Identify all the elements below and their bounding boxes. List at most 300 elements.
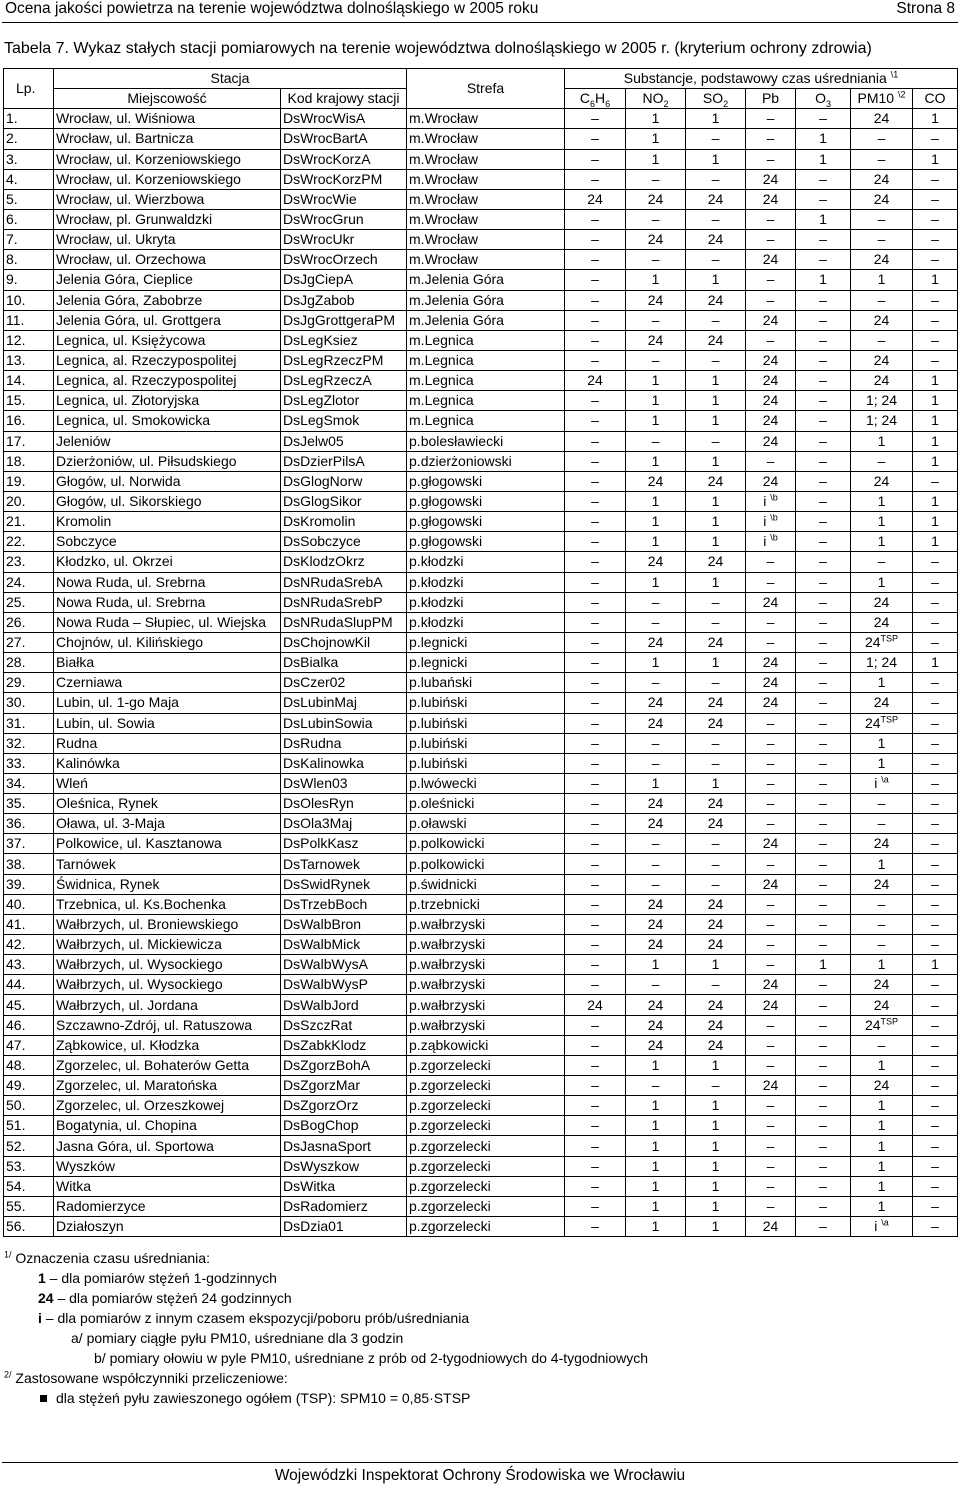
cell-pb: – <box>746 1196 796 1216</box>
cell-lp: 25. <box>4 592 54 612</box>
cell-lp: 38. <box>4 854 54 874</box>
cell-c6h6: – <box>565 612 626 632</box>
cell-o3: – <box>796 773 851 793</box>
cell-pb: – <box>746 794 796 814</box>
table-row <box>4 371 958 391</box>
cell-co: – <box>913 995 958 1015</box>
cell-lp: 37. <box>4 834 54 854</box>
cell-co: 1 <box>913 512 958 532</box>
cell-no2: 1 <box>626 371 686 391</box>
cell-no2: – <box>626 350 686 370</box>
cell-c6h6: – <box>565 431 626 451</box>
cell-kod: DsNRudaSlupPM <box>281 612 407 632</box>
cell-kod: DsLegSmok <box>281 411 407 431</box>
cell-so2: – <box>686 129 746 149</box>
cell-pm10: 24 <box>851 471 913 491</box>
cell-lp: 15. <box>4 391 54 411</box>
cell-c6h6: – <box>565 592 626 612</box>
cell-strefa: m.Wrocław <box>407 250 565 270</box>
cell-kod: DsSobczyce <box>281 532 407 552</box>
cell-strefa: m.Legnica <box>407 391 565 411</box>
cell-pb: i $^{\backslash b}$ <box>746 512 796 532</box>
cell-co: 1 <box>913 270 958 290</box>
table-row <box>4 733 958 753</box>
cell-strefa: m.Wrocław <box>407 109 565 129</box>
cell-pb: – <box>746 552 796 572</box>
cell-c6h6: – <box>565 914 626 934</box>
cell-so2: 24 <box>686 632 746 652</box>
cell-kod: DsSzczRat <box>281 1015 407 1035</box>
cell-pb: 24 <box>746 431 796 451</box>
cell-co: – <box>913 189 958 209</box>
cell-miejscowosc: Wrocław, ul. Ukryta <box>54 230 281 250</box>
cell-lp: 12. <box>4 330 54 350</box>
cell-c6h6: – <box>565 209 626 229</box>
cell-lp: 35. <box>4 794 54 814</box>
cell-kod: DsKlodzOkrz <box>281 552 407 572</box>
cell-co: 1 <box>913 491 958 511</box>
cell-miejscowosc: Lubin, ul. Sowia <box>54 713 281 733</box>
cell-strefa: m.Jelenia Góra <box>407 310 565 330</box>
cell-so2: 1 <box>686 1096 746 1116</box>
cell-so2: 1 <box>686 1176 746 1196</box>
cell-co: – <box>913 209 958 229</box>
header-miejscowosc: Miejscowość <box>54 89 281 109</box>
cell-strefa: m.Legnica <box>407 371 565 391</box>
header-pm10: PM10 $^{\backslash 2}$ <box>851 89 913 109</box>
table-row <box>4 975 958 995</box>
cell-pm10: 1 <box>851 491 913 511</box>
cell-co: – <box>913 612 958 632</box>
cell-kod: DsWrocWisA <box>281 109 407 129</box>
table-row <box>4 189 958 209</box>
cell-no2: 1 <box>626 109 686 129</box>
cell-kod: DsDzierPilsA <box>281 451 407 471</box>
cell-kod: DsLegZlotor <box>281 391 407 411</box>
header-stacja: Stacja <box>54 69 407 89</box>
cell-no2: – <box>626 854 686 874</box>
cell-no2: – <box>626 209 686 229</box>
cell-no2: 1 <box>626 653 686 673</box>
cell-c6h6: 24 <box>565 371 626 391</box>
cell-c6h6: – <box>565 854 626 874</box>
cell-co: – <box>913 1055 958 1075</box>
page-number: Strona 8 <box>896 0 955 17</box>
cell-pb: – <box>746 733 796 753</box>
cell-o3: – <box>796 1055 851 1075</box>
cell-c6h6: – <box>565 129 626 149</box>
cell-pb: 24 <box>746 1076 796 1096</box>
cell-so2: 1 <box>686 109 746 129</box>
cell-pm10: – <box>851 149 913 169</box>
cell-pm10: 1 <box>851 753 913 773</box>
cell-co: – <box>913 733 958 753</box>
cell-lp: 36. <box>4 814 54 834</box>
cell-no2: 24 <box>626 290 686 310</box>
cell-pm10: 24 <box>851 995 913 1015</box>
cell-kod: DsGlogSikor <box>281 491 407 511</box>
cell-co: – <box>913 1015 958 1035</box>
cell-kod: DsWrocKorzPM <box>281 169 407 189</box>
cell-o3: – <box>796 914 851 934</box>
cell-miejscowosc: Witka <box>54 1176 281 1196</box>
cell-o3: – <box>796 109 851 129</box>
cell-co: – <box>913 935 958 955</box>
cell-co: – <box>913 794 958 814</box>
table-caption: Tabela 7. Wykaz stałych stacji pomiarowych na terenie województwa dolnośląskiego w 2005 r. (kryterium ochrony zdrowia) <box>4 40 872 57</box>
cell-kod: DsDzia01 <box>281 1217 407 1237</box>
cell-co: 1 <box>913 431 958 451</box>
cell-lp: 41. <box>4 914 54 934</box>
cell-no2: 1 <box>626 391 686 411</box>
cell-so2: 1 <box>686 1196 746 1216</box>
cell-pb: – <box>746 773 796 793</box>
cell-o3: – <box>796 532 851 552</box>
cell-co: – <box>913 330 958 350</box>
table-row <box>4 209 958 229</box>
cell-strefa: p.kłodzki <box>407 552 565 572</box>
cell-pm10: i $^{\backslash a}$ <box>851 1217 913 1237</box>
cell-c6h6: – <box>565 471 626 491</box>
cell-kod: DsLegRzeczA <box>281 371 407 391</box>
cell-pm10: 1; 24 <box>851 653 913 673</box>
cell-strefa: p.zgorzelecki <box>407 1156 565 1176</box>
cell-strefa: p.kłodzki <box>407 612 565 632</box>
cell-pb: – <box>746 1035 796 1055</box>
cell-pm10: 24 <box>851 250 913 270</box>
cell-kod: DsWrocGrun <box>281 209 407 229</box>
cell-pm10: 1 <box>851 1196 913 1216</box>
cell-lp: 9. <box>4 270 54 290</box>
cell-lp: 18. <box>4 451 54 471</box>
header-no2: $NO_2$ <box>626 89 686 109</box>
cell-c6h6: – <box>565 1116 626 1136</box>
cell-so2: – <box>686 612 746 632</box>
document-title: Ocena jakości powietrza na terenie województwa dolnośląskiego w 2005 roku <box>5 0 539 17</box>
cell-miejscowosc: Ząbkowice, ul. Kłodzka <box>54 1035 281 1055</box>
cell-o3: – <box>796 350 851 370</box>
cell-c6h6: – <box>565 491 626 511</box>
cell-o3: – <box>796 995 851 1015</box>
header-so2: $SO_2$ <box>686 89 746 109</box>
cell-kod: DsPolkKasz <box>281 834 407 854</box>
cell-strefa: m.Wrocław <box>407 209 565 229</box>
cell-o3: – <box>796 894 851 914</box>
cell-lp: 29. <box>4 673 54 693</box>
cell-pm10: – <box>851 935 913 955</box>
cell-kod: DsNRudaSrebP <box>281 592 407 612</box>
cell-co: – <box>913 1176 958 1196</box>
cell-no2: 1 <box>626 270 686 290</box>
cell-lp: 40. <box>4 894 54 914</box>
cell-pb: 24 <box>746 653 796 673</box>
cell-miejscowosc: Wałbrzych, ul. Broniewskiego <box>54 914 281 934</box>
cell-so2: – <box>686 733 746 753</box>
cell-pb: – <box>746 1176 796 1196</box>
cell-no2: 1 <box>626 1136 686 1156</box>
cell-pm10: – <box>851 894 913 914</box>
table-body <box>4 109 958 1237</box>
cell-strefa: p.lubiński <box>407 753 565 773</box>
cell-pm10: – <box>851 129 913 149</box>
cell-pb: – <box>746 330 796 350</box>
cell-pm10: 24 <box>851 169 913 189</box>
cell-lp: 53. <box>4 1156 54 1176</box>
table-row <box>4 673 958 693</box>
bullet-icon <box>40 1395 47 1402</box>
cell-strefa: p.wałbrzyski <box>407 914 565 934</box>
cell-so2: 24 <box>686 1035 746 1055</box>
cell-so2: 1 <box>686 1217 746 1237</box>
footnote-1-ref: \1 <box>890 69 899 80</box>
cell-pm10: 1 <box>851 733 913 753</box>
cell-lp: 46. <box>4 1015 54 1035</box>
cell-o3: – <box>796 1116 851 1136</box>
cell-c6h6: – <box>565 169 626 189</box>
cell-kod: DsZgorzOrz <box>281 1096 407 1116</box>
cell-lp: 54. <box>4 1176 54 1196</box>
cell-no2: – <box>626 431 686 451</box>
cell-co: – <box>913 1136 958 1156</box>
cell-pm10: 1 <box>851 572 913 592</box>
cell-kod: DsWitka <box>281 1176 407 1196</box>
table-row <box>4 1015 958 1035</box>
cell-kod: DsWrocWie <box>281 189 407 209</box>
cell-pb: 24 <box>746 834 796 854</box>
cell-lp: 4. <box>4 169 54 189</box>
cell-miejscowosc: Zgorzelec, ul. Orzeszkowej <box>54 1096 281 1116</box>
cell-strefa: p.zgorzelecki <box>407 1055 565 1075</box>
cell-co: – <box>913 1076 958 1096</box>
cell-lp: 11. <box>4 310 54 330</box>
table-row <box>4 693 958 713</box>
table-row <box>4 572 958 592</box>
cell-pm10: 1 <box>851 1156 913 1176</box>
cell-o3: – <box>796 230 851 250</box>
cell-pb: 24 <box>746 371 796 391</box>
cell-miejscowosc: Białka <box>54 653 281 673</box>
cell-no2: – <box>626 874 686 894</box>
table-row <box>4 753 958 773</box>
cell-kod: DsZabkKlodz <box>281 1035 407 1055</box>
cell-pm10: 24 <box>851 975 913 995</box>
cell-lp: 2. <box>4 129 54 149</box>
cell-strefa: p.lubiński <box>407 733 565 753</box>
cell-no2: – <box>626 250 686 270</box>
cell-kod: DsJgCiepA <box>281 270 407 290</box>
footnote-1-item-i-a: a/ pomiary ciągłe pyłu PM10, uśredniane dla 3 godzin <box>71 1330 404 1346</box>
cell-pb: 24 <box>746 1217 796 1237</box>
cell-o3: – <box>796 632 851 652</box>
cell-strefa: p.wałbrzyski <box>407 955 565 975</box>
cell-miejscowosc: Działoszyn <box>54 1217 281 1237</box>
cell-o3: – <box>796 371 851 391</box>
table-row <box>4 1035 958 1055</box>
cell-strefa: m.Jelenia Góra <box>407 290 565 310</box>
cell-strefa: p.legnicki <box>407 653 565 673</box>
cell-lp: 7. <box>4 230 54 250</box>
cell-co: – <box>913 673 958 693</box>
cell-c6h6: – <box>565 874 626 894</box>
cell-lp: 20. <box>4 491 54 511</box>
cell-no2: 24 <box>626 1035 686 1055</box>
cell-pm10: 1 <box>851 1136 913 1156</box>
cell-strefa: m.Legnica <box>407 350 565 370</box>
table-row <box>4 995 958 1015</box>
cell-pm10: $24^{TSP}$ <box>851 632 913 652</box>
cell-c6h6: – <box>565 1015 626 1035</box>
cell-pm10: 1 <box>851 854 913 874</box>
cell-kod: DsLegKsiez <box>281 330 407 350</box>
cell-so2: 1 <box>686 451 746 471</box>
cell-pm10: – <box>851 451 913 471</box>
cell-c6h6: – <box>565 290 626 310</box>
cell-o3: – <box>796 431 851 451</box>
cell-pb: – <box>746 1096 796 1116</box>
cell-co: – <box>913 169 958 189</box>
cell-lp: 16. <box>4 411 54 431</box>
cell-o3: – <box>796 794 851 814</box>
table-row <box>4 1076 958 1096</box>
cell-lp: 8. <box>4 250 54 270</box>
cell-so2: 1 <box>686 371 746 391</box>
cell-o3: – <box>796 814 851 834</box>
cell-pb: – <box>746 572 796 592</box>
cell-co: – <box>913 1196 958 1216</box>
cell-lp: 21. <box>4 512 54 532</box>
cell-miejscowosc: Zgorzelec, ul. Maratońska <box>54 1076 281 1096</box>
table-row <box>4 169 958 189</box>
cell-no2: 1 <box>626 1196 686 1216</box>
cell-pm10: – <box>851 230 913 250</box>
cell-so2: – <box>686 854 746 874</box>
cell-o3: – <box>796 975 851 995</box>
cell-o3: – <box>796 592 851 612</box>
cell-pb: 24 <box>746 471 796 491</box>
cell-strefa: p.głogowski <box>407 471 565 491</box>
cell-so2: – <box>686 1076 746 1096</box>
footnote-1-title: $^{1/}$ Oznaczenia czasu uśredniania: <box>4 1249 210 1266</box>
cell-c6h6: – <box>565 693 626 713</box>
cell-no2: 1 <box>626 491 686 511</box>
cell-lp: 50. <box>4 1096 54 1116</box>
cell-pm10: 1 <box>851 1096 913 1116</box>
cell-c6h6: – <box>565 391 626 411</box>
cell-miejscowosc: Polkowice, ul. Kasztanowa <box>54 834 281 854</box>
cell-lp: 10. <box>4 290 54 310</box>
cell-pb: – <box>746 713 796 733</box>
cell-kod: DsZgorzBohA <box>281 1055 407 1075</box>
cell-miejscowosc: Legnica, al. Rzeczypospolitej <box>54 350 281 370</box>
cell-pb: 24 <box>746 391 796 411</box>
footnote-1-item-24: 24 – dla pomiarów stężeń 24 godzinnych <box>38 1290 292 1306</box>
table-row <box>4 894 958 914</box>
cell-lp: 52. <box>4 1136 54 1156</box>
cell-o3: – <box>796 290 851 310</box>
cell-strefa: m.Wrocław <box>407 129 565 149</box>
header-strefa: Strefa <box>407 69 565 109</box>
cell-so2: 24 <box>686 713 746 733</box>
cell-o3: – <box>796 1156 851 1176</box>
cell-pm10: 24 <box>851 834 913 854</box>
cell-pb: – <box>746 290 796 310</box>
cell-miejscowosc: Wałbrzych, ul. Wysockiego <box>54 955 281 975</box>
cell-c6h6: – <box>565 713 626 733</box>
table-row <box>4 129 958 149</box>
cell-strefa: p.świdnicki <box>407 874 565 894</box>
table-row <box>4 471 958 491</box>
cell-o3: – <box>796 1136 851 1156</box>
cell-lp: 3. <box>4 149 54 169</box>
cell-pm10: 1 <box>851 1116 913 1136</box>
cell-co: 1 <box>913 411 958 431</box>
cell-no2: 1 <box>626 1176 686 1196</box>
cell-pm10: 1 <box>851 431 913 451</box>
cell-so2: – <box>686 431 746 451</box>
table-row <box>4 773 958 793</box>
cell-so2: 24 <box>686 471 746 491</box>
cell-miejscowosc: Legnica, al. Rzeczypospolitej <box>54 371 281 391</box>
cell-lp: 47. <box>4 1035 54 1055</box>
cell-pb: i $^{\backslash b}$ <box>746 491 796 511</box>
cell-c6h6: – <box>565 653 626 673</box>
cell-pm10: 1 <box>851 270 913 290</box>
cell-no2: 1 <box>626 512 686 532</box>
cell-strefa: m.Legnica <box>407 411 565 431</box>
cell-strefa: p.zgorzelecki <box>407 1076 565 1096</box>
cell-pm10: 24 <box>851 310 913 330</box>
cell-pb: – <box>746 854 796 874</box>
cell-no2: 24 <box>626 230 686 250</box>
cell-kod: DsNRudaSrebA <box>281 572 407 592</box>
cell-miejscowosc: Jeleniów <box>54 431 281 451</box>
cell-no2: 24 <box>626 995 686 1015</box>
table-row <box>4 653 958 673</box>
cell-no2: – <box>626 1076 686 1096</box>
cell-lp: 32. <box>4 733 54 753</box>
cell-strefa: p.kłodzki <box>407 572 565 592</box>
cell-strefa: p.polkowicki <box>407 834 565 854</box>
cell-miejscowosc: Nowa Ruda – Słupiec, ul. Wiejska <box>54 612 281 632</box>
cell-pm10: – <box>851 552 913 572</box>
cell-miejscowosc: Kłodzko, ul. Okrzei <box>54 552 281 572</box>
cell-pb: – <box>746 612 796 632</box>
cell-co: 1 <box>913 532 958 552</box>
cell-no2: 24 <box>626 189 686 209</box>
cell-o3: – <box>796 512 851 532</box>
cell-strefa: p.lubiński <box>407 693 565 713</box>
cell-lp: 43. <box>4 955 54 975</box>
cell-miejscowosc: Jelenia Góra, Cieplice <box>54 270 281 290</box>
cell-strefa: p.zgorzelecki <box>407 1176 565 1196</box>
cell-kod: DsTarnowek <box>281 854 407 874</box>
cell-co: – <box>913 632 958 652</box>
cell-c6h6: 24 <box>565 995 626 1015</box>
cell-pm10: – <box>851 330 913 350</box>
cell-pb: – <box>746 1015 796 1035</box>
cell-c6h6: – <box>565 975 626 995</box>
cell-lp: 27. <box>4 632 54 652</box>
table-row <box>4 391 958 411</box>
cell-lp: 28. <box>4 653 54 673</box>
cell-pm10: – <box>851 914 913 934</box>
table-row <box>4 431 958 451</box>
cell-kod: DsWlen03 <box>281 773 407 793</box>
cell-o3: – <box>796 653 851 673</box>
cell-kod: DsRadomierz <box>281 1196 407 1216</box>
cell-kod: DsOlesRyn <box>281 794 407 814</box>
cell-co: – <box>913 552 958 572</box>
